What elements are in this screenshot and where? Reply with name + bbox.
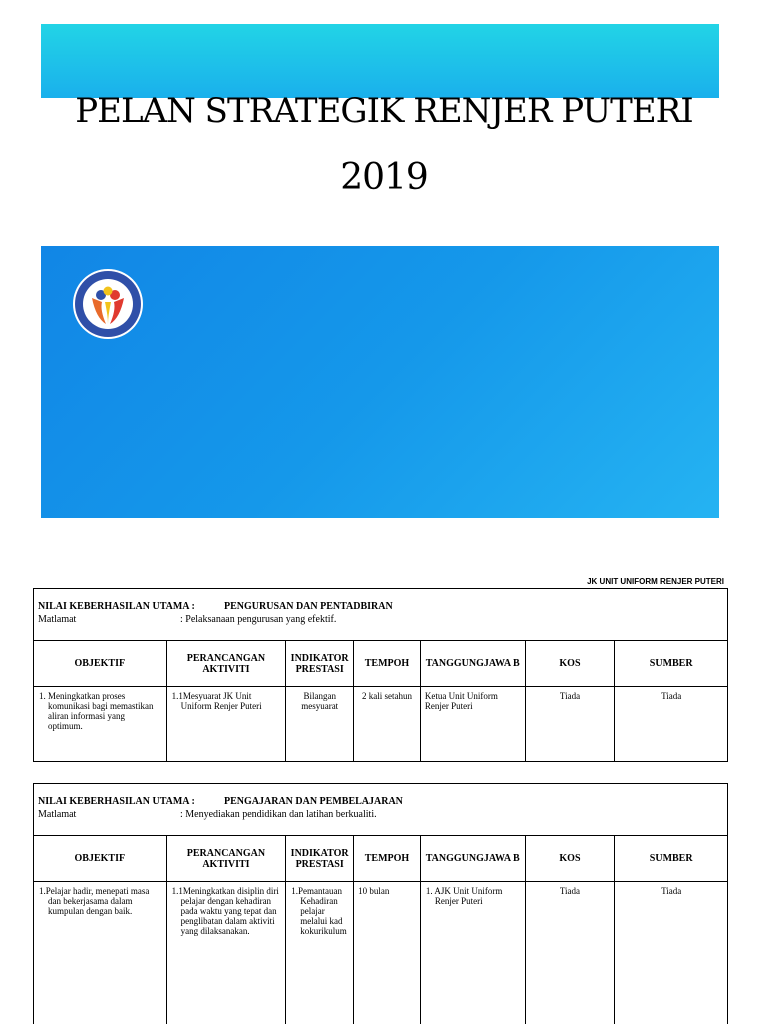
cell-tempoh: 10 bulan bbox=[354, 882, 421, 1024]
table-header bbox=[34, 836, 727, 882]
nilai-label: NILAI KEBERHASILAN UTAMA : bbox=[38, 601, 195, 612]
col-sumber: SUMBER bbox=[649, 853, 693, 864]
col-tanggungjawab: TANGGUNGJAWA B bbox=[421, 836, 526, 881]
cell-kos: Tiada bbox=[526, 882, 616, 1024]
col-aktiviti: PERANCANGAN AKTIVITI bbox=[167, 836, 287, 881]
cell-tanggungjawab: Ketua Unit Uniform Renjer Puteri bbox=[421, 687, 526, 761]
cell-indikator: 1.Pemantauan Kehadiran pelajar melalui kad kokurikulum bbox=[286, 882, 354, 1024]
matlamat-value: : Menyediakan pendidikan dan latihan berkualiti. bbox=[180, 809, 377, 820]
col-kos: KOS bbox=[526, 836, 616, 881]
nilai-label: NILAI KEBERHASILAN UTAMA : bbox=[38, 796, 195, 807]
section-header bbox=[34, 784, 727, 836]
top-banner bbox=[41, 24, 719, 98]
cell-tempoh: 2 kali setahun bbox=[354, 687, 421, 761]
renjer-puteri-logo-icon bbox=[72, 268, 144, 340]
section-pengajaran bbox=[33, 783, 728, 1024]
cell-objektif: 1. Meningkatkan proses komunikasi bagi memastikan aliran informasi yang optimum. bbox=[34, 687, 167, 761]
cell-kos: Tiada bbox=[526, 687, 616, 761]
cell-tanggungjawab: 1. AJK Unit Uniform Renjer Puteri bbox=[421, 882, 526, 1024]
col-objektif: OBJEKTIF bbox=[34, 641, 167, 686]
document-caption: JK UNIT UNIFORM RENJER PUTERI bbox=[587, 577, 724, 586]
col-objektif: OBJEKTIF bbox=[34, 836, 167, 881]
page-title: PELAN STRATEGIK RENJER PUTERI bbox=[75, 91, 693, 131]
col-indikator: INDIKATOR PRESTASI bbox=[286, 836, 354, 881]
page-year: 2019 bbox=[340, 157, 428, 198]
section-header bbox=[34, 589, 727, 641]
col-tempoh: TEMPOH bbox=[354, 641, 421, 686]
cell-aktiviti: 1.1Mesyuarat JK Unit Uniform Renjer Puteri bbox=[167, 687, 287, 761]
matlamat-label: Matlamat bbox=[38, 809, 77, 820]
matlamat-label: Matlamat bbox=[38, 614, 77, 625]
cell-sumber: Tiada bbox=[661, 886, 682, 896]
nilai-value: PENGURUSAN DAN PENTADBIRAN bbox=[224, 601, 393, 612]
nilai-value: PENGAJARAN DAN PEMBELAJARAN bbox=[224, 796, 403, 807]
col-indikator: INDIKATOR PRESTASI bbox=[286, 641, 354, 686]
matlamat-value: : Pelaksanaan pengurusan yang efektif. bbox=[180, 614, 337, 625]
table-row bbox=[34, 687, 727, 761]
col-tanggungjawab: TANGGUNGJAWA B bbox=[421, 641, 526, 686]
cell-indikator: Bilangan mesyuarat bbox=[286, 687, 354, 761]
cell-sumber: Tiada bbox=[661, 691, 682, 701]
col-sumber: SUMBER bbox=[649, 658, 693, 669]
col-aktiviti: PERANCANGAN AKTIVITI bbox=[167, 641, 287, 686]
col-tempoh: TEMPOH bbox=[354, 836, 421, 881]
cell-aktiviti: 1.1Meningkatkan disiplin diri pelajar dengan kehadiran pada waktu yang tepat dan penglibatan dalam aktiviti yang dilaksanakan. bbox=[167, 882, 287, 1024]
table-row bbox=[34, 882, 727, 1024]
table-header bbox=[34, 641, 727, 687]
section-pengurusan bbox=[33, 588, 728, 762]
cell-objektif: 1.Pelajar hadir, menepati masa dan bekerjasama dalam kumpulan dengan baik. bbox=[34, 882, 167, 1024]
col-kos: KOS bbox=[526, 641, 616, 686]
